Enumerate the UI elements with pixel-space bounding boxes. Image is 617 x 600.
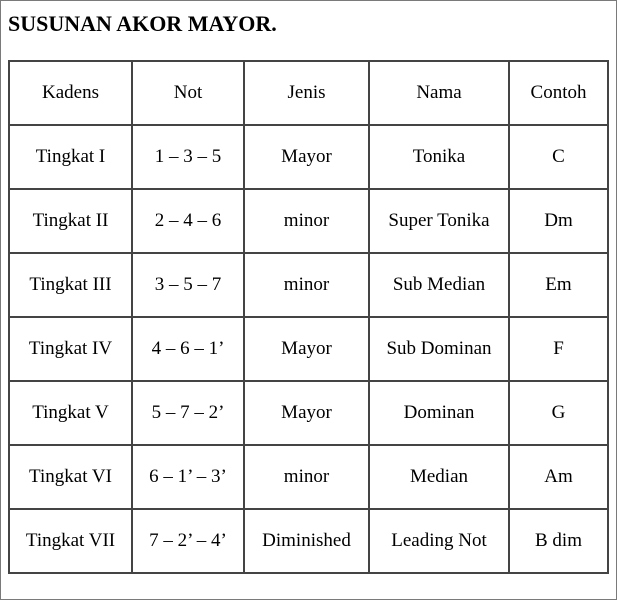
header-jenis: Jenis (244, 61, 369, 125)
cell-contoh: G (509, 381, 608, 445)
table-row (9, 509, 608, 573)
table-header-row (9, 61, 608, 125)
cell-kadens: Tingkat III (9, 253, 132, 317)
cell-kadens: Tingkat II (9, 189, 132, 253)
cell-contoh: Dm (509, 189, 608, 253)
cell-jenis: minor (244, 189, 369, 253)
document-title: SUSUNAN AKOR MAYOR. (8, 11, 277, 36)
cell-contoh: F (509, 317, 608, 381)
cell-not: 2 – 4 – 6 (132, 189, 244, 253)
cell-not: 3 – 5 – 7 (132, 253, 244, 317)
cell-nama: Sub Median (369, 253, 509, 317)
table-row (9, 445, 608, 509)
cell-kadens: Tingkat IV (9, 317, 132, 381)
cell-contoh: B dim (509, 509, 608, 573)
table-row (9, 189, 608, 253)
cell-kadens: Tingkat VII (9, 509, 132, 573)
cell-nama: Leading Not (369, 509, 509, 573)
header-nama: Nama (369, 61, 509, 125)
table-row (9, 317, 608, 381)
cell-not: 1 – 3 – 5 (132, 125, 244, 189)
chord-table (8, 60, 609, 574)
cell-kadens: Tingkat V (9, 381, 132, 445)
table-row (9, 381, 608, 445)
cell-jenis: Diminished (244, 509, 369, 573)
cell-jenis: minor (244, 445, 369, 509)
cell-nama: Sub Dominan (369, 317, 509, 381)
cell-contoh: Am (509, 445, 608, 509)
cell-not: 5 – 7 – 2’ (132, 381, 244, 445)
cell-kadens: Tingkat VI (9, 445, 132, 509)
cell-contoh: C (509, 125, 608, 189)
cell-contoh: Em (509, 253, 608, 317)
cell-jenis: minor (244, 253, 369, 317)
cell-kadens: Tingkat I (9, 125, 132, 189)
cell-nama: Tonika (369, 125, 509, 189)
header-kadens: Kadens (9, 61, 132, 125)
cell-nama: Dominan (369, 381, 509, 445)
cell-jenis: Mayor (244, 381, 369, 445)
header-contoh: Contoh (509, 61, 608, 125)
cell-not: 7 – 2’ – 4’ (132, 509, 244, 573)
cell-not: 6 – 1’ – 3’ (132, 445, 244, 509)
cell-not: 4 – 6 – 1’ (132, 317, 244, 381)
table-row (9, 253, 608, 317)
table-row (9, 125, 608, 189)
cell-jenis: Mayor (244, 317, 369, 381)
header-not: Not (132, 61, 244, 125)
cell-jenis: Mayor (244, 125, 369, 189)
cell-nama: Super Tonika (369, 189, 509, 253)
cell-nama: Median (369, 445, 509, 509)
